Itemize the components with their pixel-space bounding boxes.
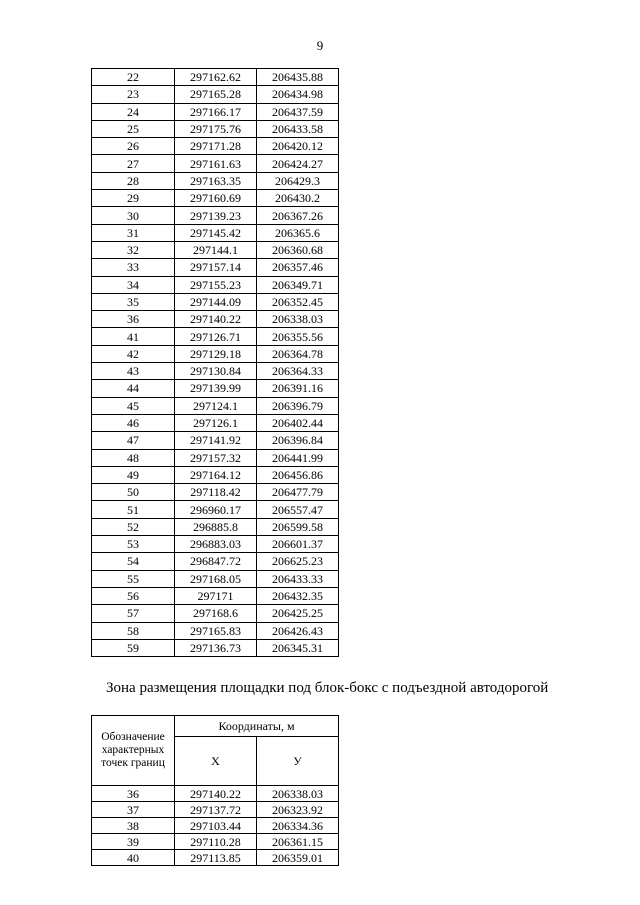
table-row: [92, 328, 339, 345]
y-coordinate-cell: 206396.79: [257, 397, 339, 414]
x-coordinate-cell: 296885.8: [175, 518, 257, 535]
point-number-cell: 41: [92, 328, 175, 345]
y-coordinate-cell: 206396.84: [257, 432, 339, 449]
zone-coordinates-table: [91, 715, 339, 866]
y-coordinate-cell: 206434.98: [257, 86, 339, 103]
table-row: [92, 69, 339, 86]
y-coordinate-cell: 206441.99: [257, 449, 339, 466]
y-coordinate-cell: 206391.16: [257, 380, 339, 397]
y-coordinate-cell: 206433.58: [257, 120, 339, 137]
x-coordinate-cell: 297168.6: [175, 605, 257, 622]
y-coordinate-cell: 206360.68: [257, 241, 339, 258]
x-coordinate-cell: 297126.71: [175, 328, 257, 345]
point-number-cell: 26: [92, 138, 175, 155]
table-row: [92, 207, 339, 224]
table-row: [92, 570, 339, 587]
y-coordinate-cell: 206365.6: [257, 224, 339, 241]
x-coordinate-cell: 297126.1: [175, 414, 257, 431]
x-coordinate-cell: 297162.62: [175, 69, 257, 86]
x-coordinate-cell: 297139.99: [175, 380, 257, 397]
y-coordinate-cell: 206430.2: [257, 190, 339, 207]
table-row: [92, 241, 339, 258]
point-number-cell: 24: [92, 103, 175, 120]
point-number-cell: 47: [92, 432, 175, 449]
point-number-cell: 44: [92, 380, 175, 397]
x-coordinate-cell: 297165.28: [175, 86, 257, 103]
table-row: [92, 172, 339, 189]
table-row: [92, 190, 339, 207]
zone-table-body: [92, 786, 339, 866]
y-coordinate-cell: 206402.44: [257, 414, 339, 431]
x-coordinate-cell: 297130.84: [175, 363, 257, 380]
point-number-cell: 54: [92, 553, 175, 570]
x-coordinate-cell: 297171.28: [175, 138, 257, 155]
y-coordinate-cell: 206345.31: [257, 639, 339, 656]
table-row: [92, 363, 339, 380]
point-number-cell: 45: [92, 397, 175, 414]
y-coordinate-cell: 206338.03: [257, 311, 339, 328]
point-number-cell: 51: [92, 501, 175, 518]
y-coordinate-cell: 206364.78: [257, 345, 339, 362]
y-coordinate-cell: 206424.27: [257, 155, 339, 172]
header-y: У: [257, 737, 339, 786]
table-row: [92, 518, 339, 535]
y-coordinate-cell: 206429.3: [257, 172, 339, 189]
table-row: [92, 380, 339, 397]
x-coordinate-cell: 297157.32: [175, 449, 257, 466]
point-number-cell: 48: [92, 449, 175, 466]
table-row: [92, 605, 339, 622]
table-row: [92, 432, 339, 449]
y-coordinate-cell: 206359.01: [257, 850, 339, 866]
table-row: [92, 259, 339, 276]
y-coordinate-cell: 206477.79: [257, 484, 339, 501]
table-row: [92, 536, 339, 553]
point-number-cell: 29: [92, 190, 175, 207]
y-coordinate-cell: 206426.43: [257, 622, 339, 639]
x-coordinate-cell: 297155.23: [175, 276, 257, 293]
y-coordinate-cell: 206349.71: [257, 276, 339, 293]
point-number-cell: 36: [92, 311, 175, 328]
point-number-cell: 56: [92, 587, 175, 604]
x-coordinate-cell: 297175.76: [175, 120, 257, 137]
point-number-cell: 32: [92, 241, 175, 258]
point-number-cell: 52: [92, 518, 175, 535]
x-coordinate-cell: 297113.85: [175, 850, 257, 866]
x-coordinate-cell: 297160.69: [175, 190, 257, 207]
coordinates-table-body: [92, 69, 339, 657]
header-point-designation: Обозначение характерных точек границ: [92, 716, 175, 786]
point-number-cell: 38: [92, 818, 175, 834]
table-row: [92, 501, 339, 518]
table-row: [92, 138, 339, 155]
x-coordinate-cell: 297124.1: [175, 397, 257, 414]
x-coordinate-cell: 297144.09: [175, 293, 257, 310]
point-number-cell: 22: [92, 69, 175, 86]
point-number-cell: 36: [92, 786, 175, 802]
table-row: [92, 276, 339, 293]
x-coordinate-cell: 297163.35: [175, 172, 257, 189]
point-number-cell: 25: [92, 120, 175, 137]
y-coordinate-cell: 206557.47: [257, 501, 339, 518]
table-row: [92, 397, 339, 414]
x-coordinate-cell: 297137.72: [175, 802, 257, 818]
y-coordinate-cell: 206361.15: [257, 834, 339, 850]
section-heading: Зона размещения площадки под блок-бокс с подъездной автодорогой: [106, 680, 549, 696]
table-row: [92, 553, 339, 570]
page-number: 9: [316, 38, 324, 53]
x-coordinate-cell: 297141.92: [175, 432, 257, 449]
x-coordinate-cell: 297144.1: [175, 241, 257, 258]
table-row: [92, 834, 339, 850]
point-number-cell: 27: [92, 155, 175, 172]
x-coordinate-cell: 297157.14: [175, 259, 257, 276]
y-coordinate-cell: 206432.35: [257, 587, 339, 604]
table-row: [92, 786, 339, 802]
point-number-cell: 28: [92, 172, 175, 189]
x-coordinate-cell: 296847.72: [175, 553, 257, 570]
header-x: Х: [175, 737, 257, 786]
x-coordinate-cell: 297118.42: [175, 484, 257, 501]
point-number-cell: 34: [92, 276, 175, 293]
table-row: [92, 802, 339, 818]
x-coordinate-cell: 297164.12: [175, 466, 257, 483]
point-number-cell: 53: [92, 536, 175, 553]
table-row: [92, 345, 339, 362]
point-number-cell: 43: [92, 363, 175, 380]
point-number-cell: 57: [92, 605, 175, 622]
table-row: [92, 484, 339, 501]
point-number-cell: 33: [92, 259, 175, 276]
y-coordinate-cell: 206599.58: [257, 518, 339, 535]
table-row: [92, 103, 339, 120]
y-coordinate-cell: 206364.33: [257, 363, 339, 380]
table-row: [92, 449, 339, 466]
y-coordinate-cell: 206456.86: [257, 466, 339, 483]
x-coordinate-cell: 297129.18: [175, 345, 257, 362]
point-number-cell: 59: [92, 639, 175, 656]
x-coordinate-cell: 297136.73: [175, 639, 257, 656]
x-coordinate-cell: 297140.22: [175, 786, 257, 802]
point-number-cell: 55: [92, 570, 175, 587]
x-coordinate-cell: 297171: [175, 587, 257, 604]
point-number-cell: 49: [92, 466, 175, 483]
table-row: [92, 639, 339, 656]
y-coordinate-cell: 206425.25: [257, 605, 339, 622]
y-coordinate-cell: 206420.12: [257, 138, 339, 155]
point-number-cell: 40: [92, 850, 175, 866]
x-coordinate-cell: 297165.83: [175, 622, 257, 639]
y-coordinate-cell: 206355.56: [257, 328, 339, 345]
x-coordinate-cell: 297161.63: [175, 155, 257, 172]
x-coordinate-cell: 297103.44: [175, 818, 257, 834]
x-coordinate-cell: 297145.42: [175, 224, 257, 241]
point-number-cell: 58: [92, 622, 175, 639]
table-row: [92, 311, 339, 328]
y-coordinate-cell: 206323.92: [257, 802, 339, 818]
y-coordinate-cell: 206338.03: [257, 786, 339, 802]
x-coordinate-cell: 296883.03: [175, 536, 257, 553]
point-number-cell: 35: [92, 293, 175, 310]
x-coordinate-cell: 296960.17: [175, 501, 257, 518]
y-coordinate-cell: 206435.88: [257, 69, 339, 86]
point-number-cell: 37: [92, 802, 175, 818]
coordinates-table: [91, 68, 339, 657]
y-coordinate-cell: 206437.59: [257, 103, 339, 120]
table-row: [92, 155, 339, 172]
point-number-cell: 31: [92, 224, 175, 241]
point-number-cell: 23: [92, 86, 175, 103]
x-coordinate-cell: 297110.28: [175, 834, 257, 850]
point-number-cell: 42: [92, 345, 175, 362]
y-coordinate-cell: 206433.33: [257, 570, 339, 587]
y-coordinate-cell: 206334.36: [257, 818, 339, 834]
table-row: [92, 850, 339, 866]
table-row: [92, 622, 339, 639]
point-number-cell: 46: [92, 414, 175, 431]
y-coordinate-cell: 206601.37: [257, 536, 339, 553]
y-coordinate-cell: 206357.46: [257, 259, 339, 276]
point-number-cell: 50: [92, 484, 175, 501]
y-coordinate-cell: 206367.26: [257, 207, 339, 224]
x-coordinate-cell: 297166.17: [175, 103, 257, 120]
point-number-cell: 30: [92, 207, 175, 224]
table-row: [92, 414, 339, 431]
x-coordinate-cell: 297140.22: [175, 311, 257, 328]
x-coordinate-cell: 297168.05: [175, 570, 257, 587]
table-row: [92, 293, 339, 310]
x-coordinate-cell: 297139.23: [175, 207, 257, 224]
table-row: [92, 587, 339, 604]
table-row: [92, 818, 339, 834]
y-coordinate-cell: 206352.45: [257, 293, 339, 310]
table-row: [92, 466, 339, 483]
header-coordinates: Координаты, м: [175, 716, 339, 737]
point-number-cell: 39: [92, 834, 175, 850]
y-coordinate-cell: 206625.23: [257, 553, 339, 570]
table-row: [92, 86, 339, 103]
table-row: [92, 224, 339, 241]
table-row: [92, 120, 339, 137]
